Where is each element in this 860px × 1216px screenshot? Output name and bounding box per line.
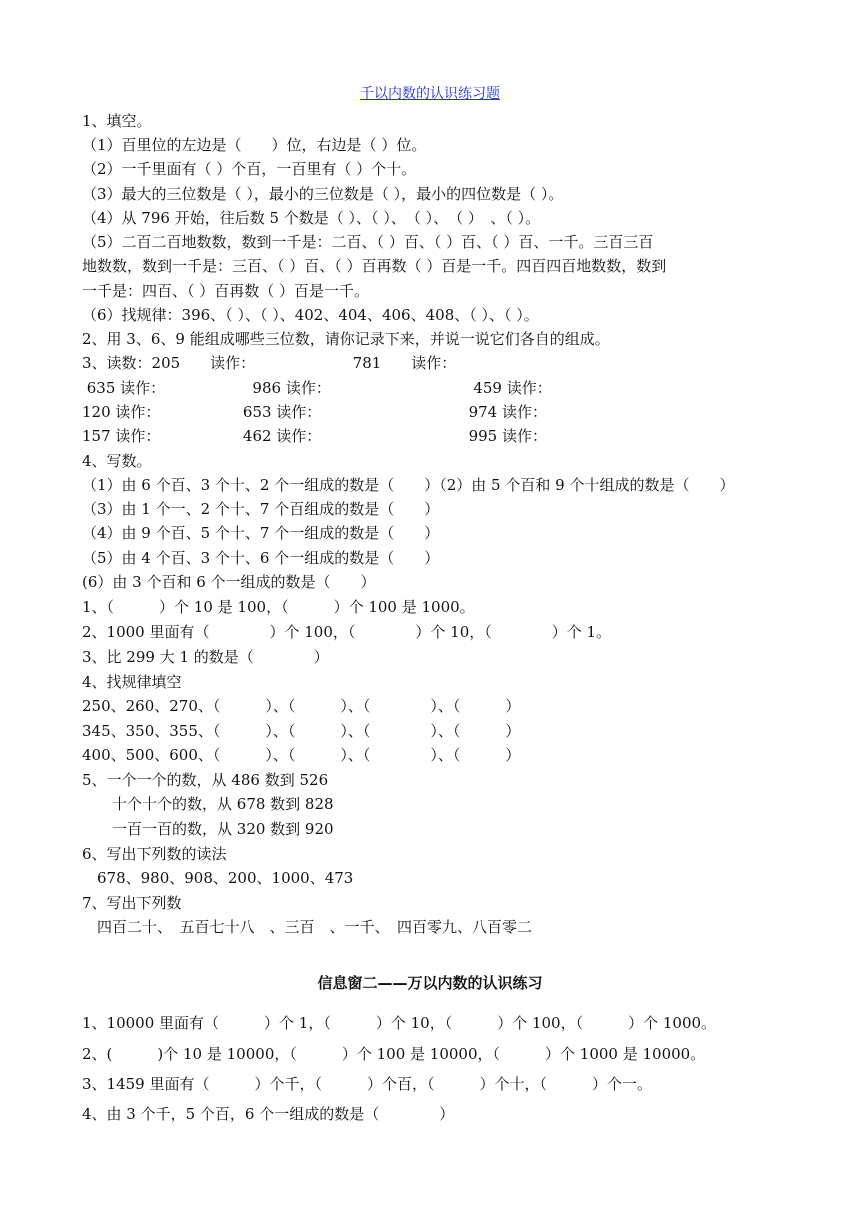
- exercise-line: （3）最大的三位数是（ ），最小的三位数是（ ），最小的四位数是（ ）。: [82, 185, 564, 203]
- section2-exercise-line: 4、由 3 个千，5 个百，6 个一组成的数是（ ）: [82, 1105, 455, 1123]
- section2-exercise-line: 2、( )个 10 是 10000，（ ）个 100 是 10000，（ ）个 1000 是 10000。: [82, 1045, 706, 1063]
- exercise-line: 345、350、355、（ ）、（ ）、（ ）、（ ）: [82, 722, 521, 740]
- exercise-line: 5、一个一个的数，从 486 数到 526: [82, 771, 329, 789]
- exercise-line: （4）由 9 个百、5 个十、7 个一组成的数是（ ）: [82, 524, 440, 542]
- section2-title: 信息窗二——万以内数的认识练习: [317, 974, 543, 992]
- exercise-line: （5）由 4 个百、3 个十、6 个一组成的数是（ ）: [82, 549, 440, 567]
- section2-exercise-line: 3、1459 里面有（ ）个千，（ ）个百，（ ）个十，（ ）个一。: [82, 1075, 652, 1093]
- exercise-line: 一千是：四百、（ ）百再数（ ）百是一千。: [82, 282, 370, 300]
- exercise-line: （4）从 796 开始，往后数 5 个数是（ ）、（ ）、 （ ）、 （ ） 、（ ）。: [82, 209, 541, 227]
- exercise-line: 3、读数：205 读作： 781 读作：: [82, 354, 457, 372]
- exercise-line: （5）二百二百地数数，数到一千是：二百、（ ）百、（ ）百、（ ）百、一千。三百三百: [82, 233, 654, 251]
- exercise-line: 400、500、600、（ ）、（ ）、（ ）、（ ）: [82, 746, 521, 764]
- exercise-line: 678、980、908、200、1000、473: [82, 869, 354, 887]
- exercise-line: （1）百里位的左边是（ ）位，右边是（ ）位。: [82, 136, 427, 154]
- exercise-line: 2、用 3、6、9 能组成哪些三位数，请你记录下来，并说一说它们各自的组成。: [82, 330, 610, 348]
- exercise-line: 157 读作： 462 读作： 995 读作：: [82, 427, 547, 445]
- exercise-line: （1）由 6 个百、3 个十、2 个一组成的数是（ ）（2）由 5 个百和 9 个十组成的数是（ ）: [82, 476, 735, 494]
- worksheet-title-link[interactable]: 千以内数的认识练习题: [360, 86, 500, 102]
- exercise-line: (6）由 3 个百和 6 个一组成的数是（ ）: [82, 573, 376, 591]
- exercise-line: 一百一百的数，从 320 数到 920: [82, 820, 334, 838]
- exercise-line: （3）由 1 个一、2 个十、7 个百组成的数是（ ）: [82, 500, 440, 518]
- exercise-line: 十个十个的数，从 678 数到 828: [82, 795, 334, 813]
- exercise-line: 4、写数。: [82, 452, 152, 470]
- exercise-line: 3、比 299 大 1 的数是（ ）: [82, 648, 329, 666]
- exercise-line: 四百二十、 五百七十八 、三百 、一千、 四百零九、八百零二: [82, 918, 533, 936]
- exercise-line: 4、找规律填空: [82, 673, 182, 691]
- exercise-line: 地数数，数到一千是：三百、（ ）百、（ ）百再数（ ）百是一千。四百四百地数数，数到: [82, 257, 667, 275]
- exercise-line: 1、填空。: [82, 112, 152, 130]
- exercise-line: 6、写出下列数的读法: [82, 845, 227, 863]
- exercise-line: 250、260、270、（ ）、（ ）、（ ）、（ ）: [82, 697, 521, 715]
- exercise-line: 635 读作： 986 读作： 459 读作：: [82, 379, 552, 397]
- exercise-line: （6）找规律：396、（ ）、（ ）、402、404、406、408、（ ）、（ ）。: [82, 306, 539, 324]
- section2-exercise-line: 1、10000 里面有（ ）个 1，（ ）个 10，（ ）个 100，（ ）个 1000。: [82, 1014, 717, 1032]
- exercise-line: 7、写出下列数: [82, 894, 182, 912]
- exercise-line: （2）一千里面有（ ）个百，一百里有（ ）个十。: [82, 160, 417, 178]
- exercise-line: 1、（ ）个 10 是 100，（ ）个 100 是 1000。: [82, 598, 475, 616]
- exercise-line: 2、1000 里面有（ ）个 100，（ ）个 10，（ ）个 1。: [82, 623, 612, 641]
- exercise-line: 120 读作： 653 读作： 974 读作：: [82, 403, 547, 421]
